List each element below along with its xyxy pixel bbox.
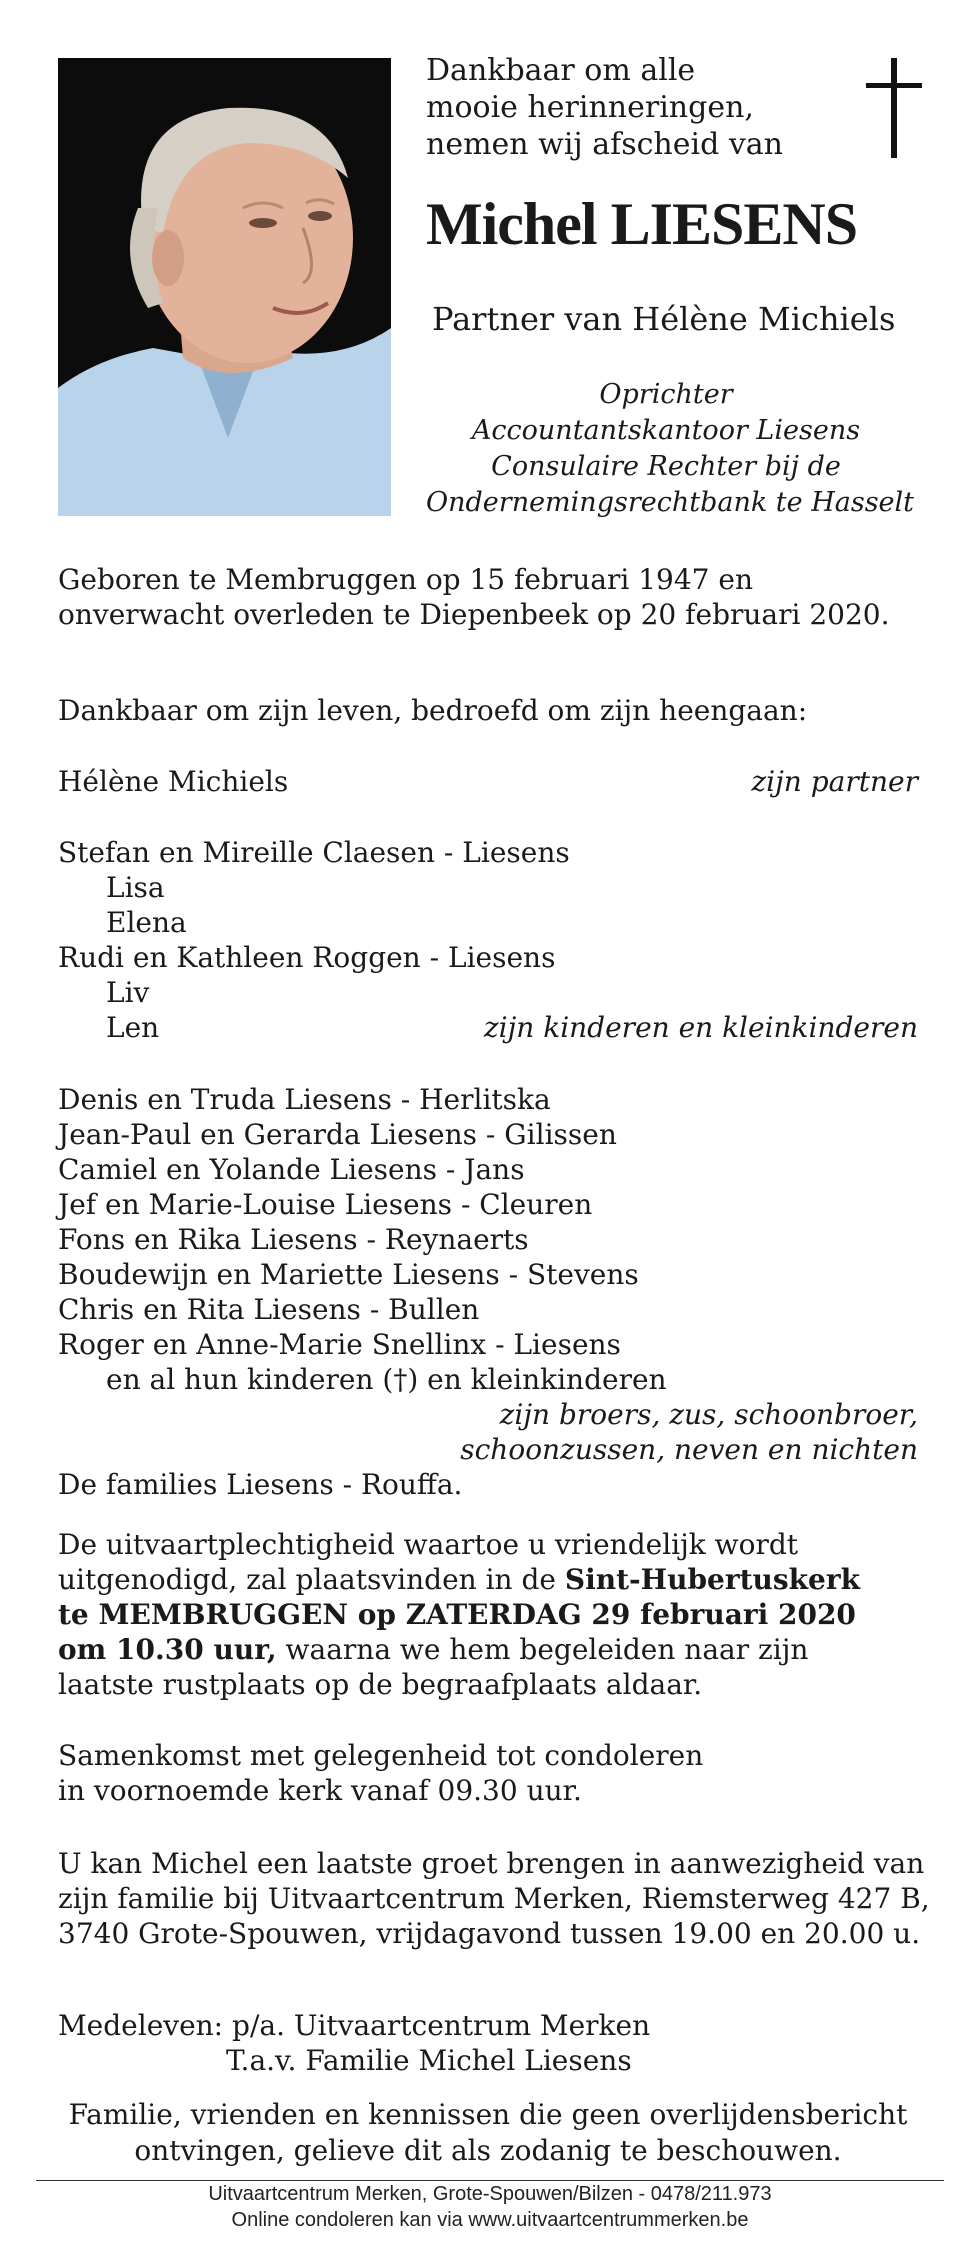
sibling-family: Fons en Rika Liesens - Reynaerts [58, 1223, 529, 1256]
gathering-line: in voornoemde kerk vanaf 09.30 uur. [58, 1774, 582, 1807]
grief-intro-text: Dankbaar om zijn leven, bedroefd om zijn heengaan: [58, 694, 808, 727]
grandchild: Liv [106, 976, 150, 1009]
partner-relation: zijn partner [751, 765, 918, 798]
condolences-address: Medeleven: p/a. Uitvaartcentrum Merken [58, 2009, 651, 2042]
partner-row [58, 764, 918, 799]
intro-line: nemen wij afscheid van [426, 127, 783, 162]
ceremony-text: uitgenodigd, zal plaatsvinden in de [58, 1563, 565, 1596]
grandchild: Elena [106, 906, 187, 939]
gathering-section [58, 1738, 918, 1808]
grief-intro [58, 693, 918, 728]
condolences-section [58, 2008, 918, 2078]
children-section [58, 835, 918, 1045]
portrait-photo [58, 58, 391, 516]
sibling-family: Roger en Anne-Marie Snellinx - Liesens [58, 1328, 621, 1361]
ceremony-line [58, 1632, 918, 1667]
visit-line: 3740 Grote-Spouwen, vrijdagavond tussen 19.00 en 20.00 u. [58, 1917, 921, 1950]
footer-website: Online condoleren kan via www.uitvaartcentrummerken.be [231, 2209, 749, 2231]
role-line: Ondernemingsrechtbank te Hasselt [426, 487, 915, 518]
grandchild: Len [106, 1011, 160, 1044]
intro-text [426, 52, 783, 163]
role-line: Oprichter [599, 379, 733, 410]
gathering-line: Samenkomst met gelegenheid tot condoleren [58, 1739, 704, 1772]
sibling-family: Camiel en Yolande Liesens - Jans [58, 1153, 525, 1186]
birth-death-dates [58, 562, 918, 632]
deceased-name: Michel LIESENS [426, 191, 858, 257]
partner-section [58, 764, 918, 799]
ceremony-line: laatste rustplaats op de begraafplaats aldaar. [58, 1668, 703, 1701]
sibling-family: Chris en Rita Liesens - Bullen [58, 1293, 480, 1326]
grandchild-row [58, 1010, 918, 1045]
cross-icon [866, 58, 926, 158]
closing-note [58, 2097, 918, 2169]
role-line: Consulaire Rechter bij de [491, 451, 841, 482]
condolences-attn: T.a.v. Familie Michel Liesens [226, 2044, 632, 2077]
intro-line: mooie herinneringen, [426, 90, 754, 125]
visit-line: zijn familie bij Uitvaartcentrum Merken, Riemsterweg 427 B, [58, 1882, 930, 1915]
ceremony-line [58, 1562, 918, 1597]
roles [426, 377, 915, 521]
sibling-family: Jean-Paul en Gerarda Liesens - Gilissen [58, 1118, 617, 1151]
children-relation: zijn kinderen en kleinkinderen [483, 1011, 918, 1044]
families-line: De families Liesens - Rouffa. [58, 1468, 463, 1501]
siblings-relation: zijn broers, zus, schoonbroer, [499, 1398, 918, 1431]
siblings-section [58, 1082, 918, 1502]
portrait-illustration [58, 58, 391, 516]
closing-line: Familie, vrienden en kennissen die geen overlijdensbericht [68, 2098, 908, 2131]
visit-section [58, 1846, 930, 1951]
siblings-extra: en al hun kinderen (†) en kleinkinderen [106, 1363, 667, 1396]
closing-line: ontvingen, gelieve dit als zodanig te beschouwen. [134, 2134, 842, 2167]
ceremony-date: te MEMBRUGGEN op ZATERDAG 29 februari 2020 [58, 1598, 856, 1631]
visit-line: U kan Michel een laatste groet brengen in aanwezigheid van [58, 1847, 925, 1880]
ceremony-time: om 10.30 uur, [58, 1633, 277, 1666]
grandchild: Lisa [106, 871, 165, 904]
intro-line: Dankbaar om alle [426, 53, 696, 88]
partner-name: Hélène Michiels [58, 765, 289, 798]
death-line: onverwacht overleden te Diepenbeek op 20 februari 2020. [58, 598, 890, 631]
footer-contact: Uitvaartcentrum Merken, Grote-Spouwen/Bilzen - 0478/211.973 [208, 2183, 772, 2205]
role-line: Accountantskantoor Liesens [471, 415, 861, 446]
sibling-family: Boudewijn en Mariette Liesens - Stevens [58, 1258, 639, 1291]
sibling-family: Denis en Truda Liesens - Herlitska [58, 1083, 551, 1116]
sibling-family: Jef en Marie-Louise Liesens - Cleuren [58, 1188, 593, 1221]
child-family: Rudi en Kathleen Roggen - Liesens [58, 941, 556, 974]
ceremony-line [58, 1597, 918, 1632]
siblings-relation: schoonzussen, neven en nichten [460, 1433, 918, 1466]
birth-line: Geboren te Membruggen op 15 februari 1947 en [58, 563, 753, 596]
child-family: Stefan en Mireille Claesen - Liesens [58, 836, 570, 869]
footer [0, 2181, 980, 2233]
ceremony-line: De uitvaartplechtigheid waartoe u vriendelijk wordt [58, 1528, 799, 1561]
church-name: Sint-Hubertuskerk [564, 1563, 861, 1596]
partner-line: Partner van Hélène Michiels [432, 300, 896, 338]
ceremony-text: waarna we hem begeleiden naar zijn [276, 1633, 809, 1666]
ceremony-section [58, 1527, 918, 1702]
